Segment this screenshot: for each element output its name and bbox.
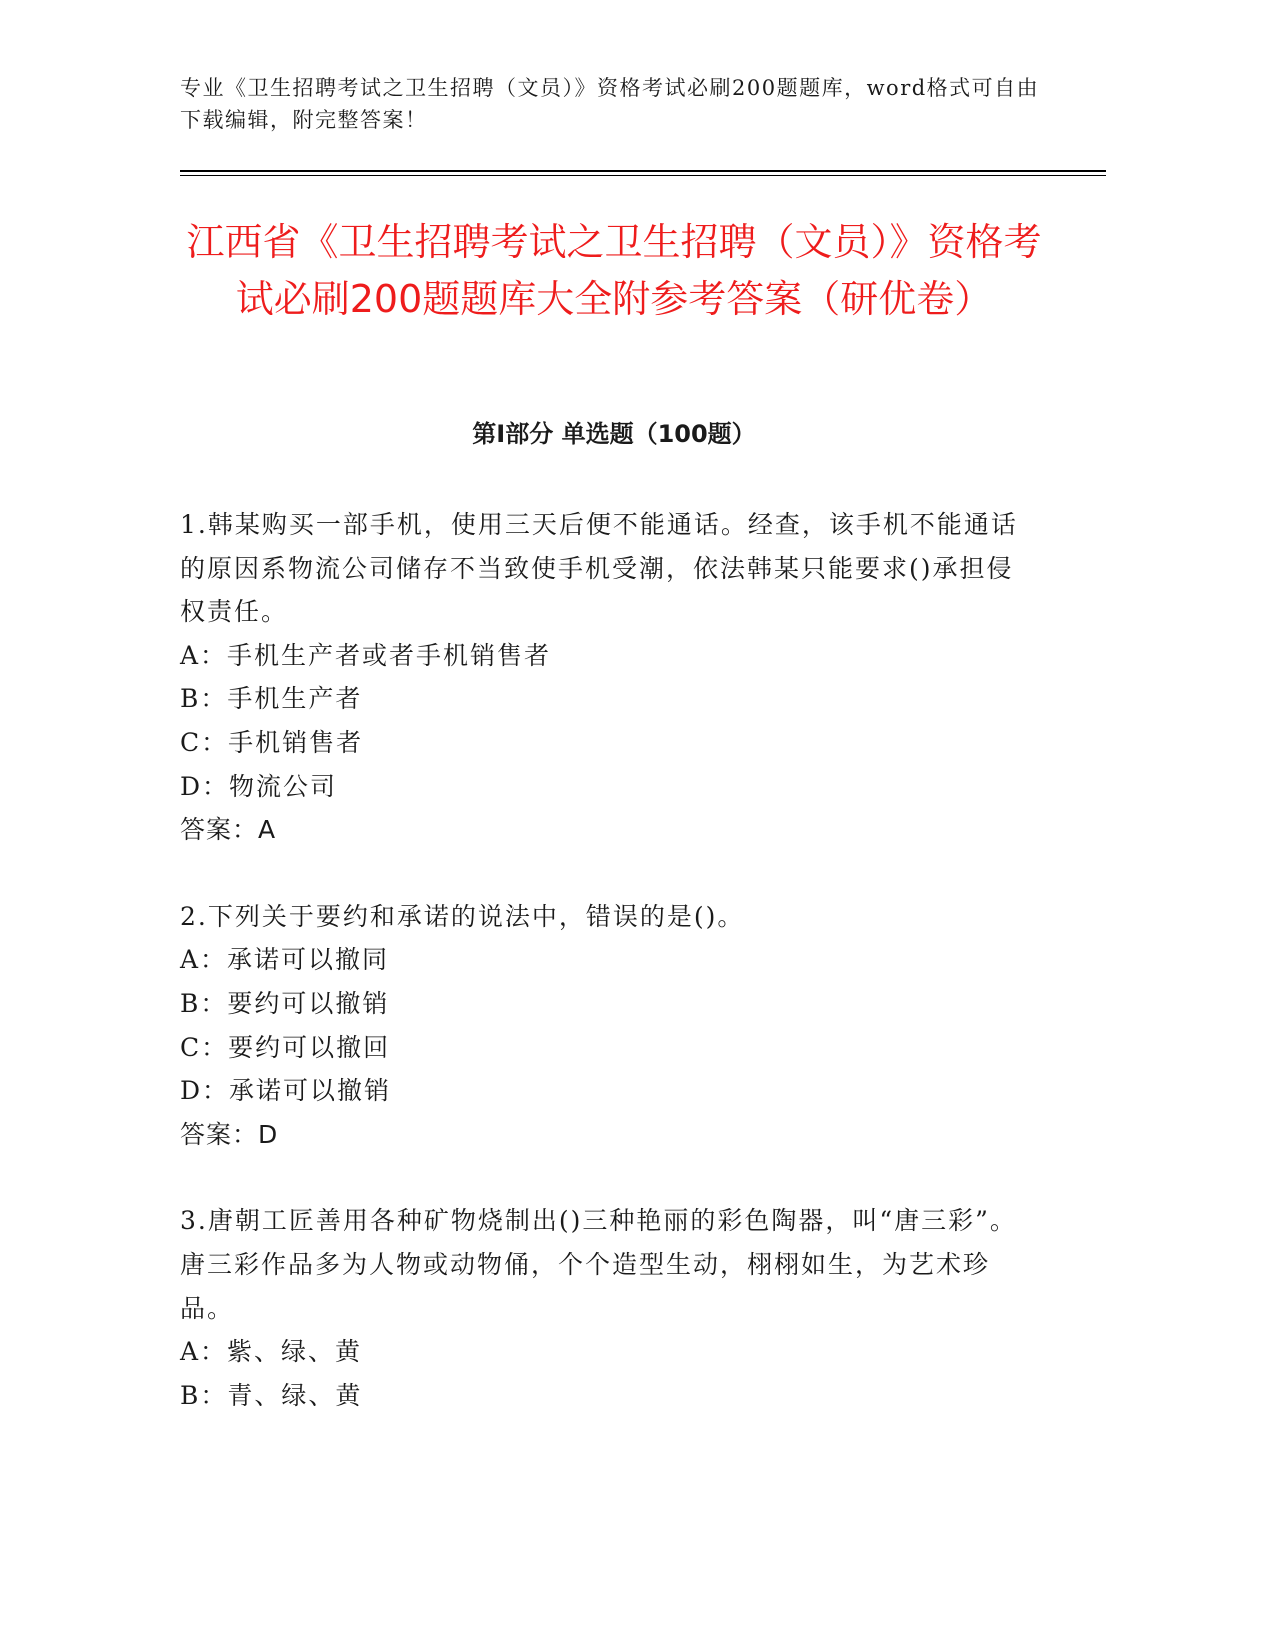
option-d: D：承诺可以撤销 <box>180 1076 392 1106</box>
option-b: B：青、绿、黄 <box>180 1380 363 1410</box>
option-d: D：物流公司 <box>180 771 338 801</box>
answer: 答案：D <box>180 1119 279 1149</box>
question-list <box>180 503 1025 1460</box>
header-divider <box>180 170 1106 172</box>
question-2 <box>180 895 1025 1157</box>
header-note: 专业《卫生招聘考试之卫生招聘（文员）》资格考试必刷200题题库，word格式可自由下载编辑，附完整答案！ <box>180 76 1040 132</box>
section-heading: 第I部分 单选题（100题） <box>472 420 756 448</box>
question-stem: 1.韩某购买一部手机，使用三天后便不能通话。经查，该手机不能通话的原因系物流公司储存不当致使手机受潮，依法韩某只能要求()承担侵权责任。 <box>180 510 1018 627</box>
document-title: 江西省《卫生招聘考试之卫生招聘（文员）》资格考试必刷200题题库大全附参考答案（研优卷） <box>186 220 1042 321</box>
option-b: B：手机生产者 <box>180 684 363 714</box>
answer: 答案：A <box>180 815 277 845</box>
option-a: A：承诺可以撤同 <box>180 945 390 975</box>
question-stem: 3.唐朝工匠善用各种矿物烧制出()三种艳丽的彩色陶器，叫“唐三彩”。唐三彩作品多为人物或动物俑，个个造型生动，栩栩如生，为艺术珍品。 <box>180 1206 1017 1323</box>
option-b: B：要约可以撤销 <box>180 988 390 1018</box>
question-1 <box>180 503 1025 852</box>
option-a: A：手机生产者或者手机销售者 <box>180 640 552 670</box>
header-divider-thin <box>180 175 1106 176</box>
question-3 <box>180 1199 1025 1417</box>
option-a: A：紫、绿、黄 <box>180 1337 363 1367</box>
question-stem: 2.下列关于要约和承诺的说法中，错误的是()。 <box>180 901 745 931</box>
option-c: C：要约可以撤回 <box>180 1032 391 1062</box>
option-c: C：手机销售者 <box>180 727 364 757</box>
